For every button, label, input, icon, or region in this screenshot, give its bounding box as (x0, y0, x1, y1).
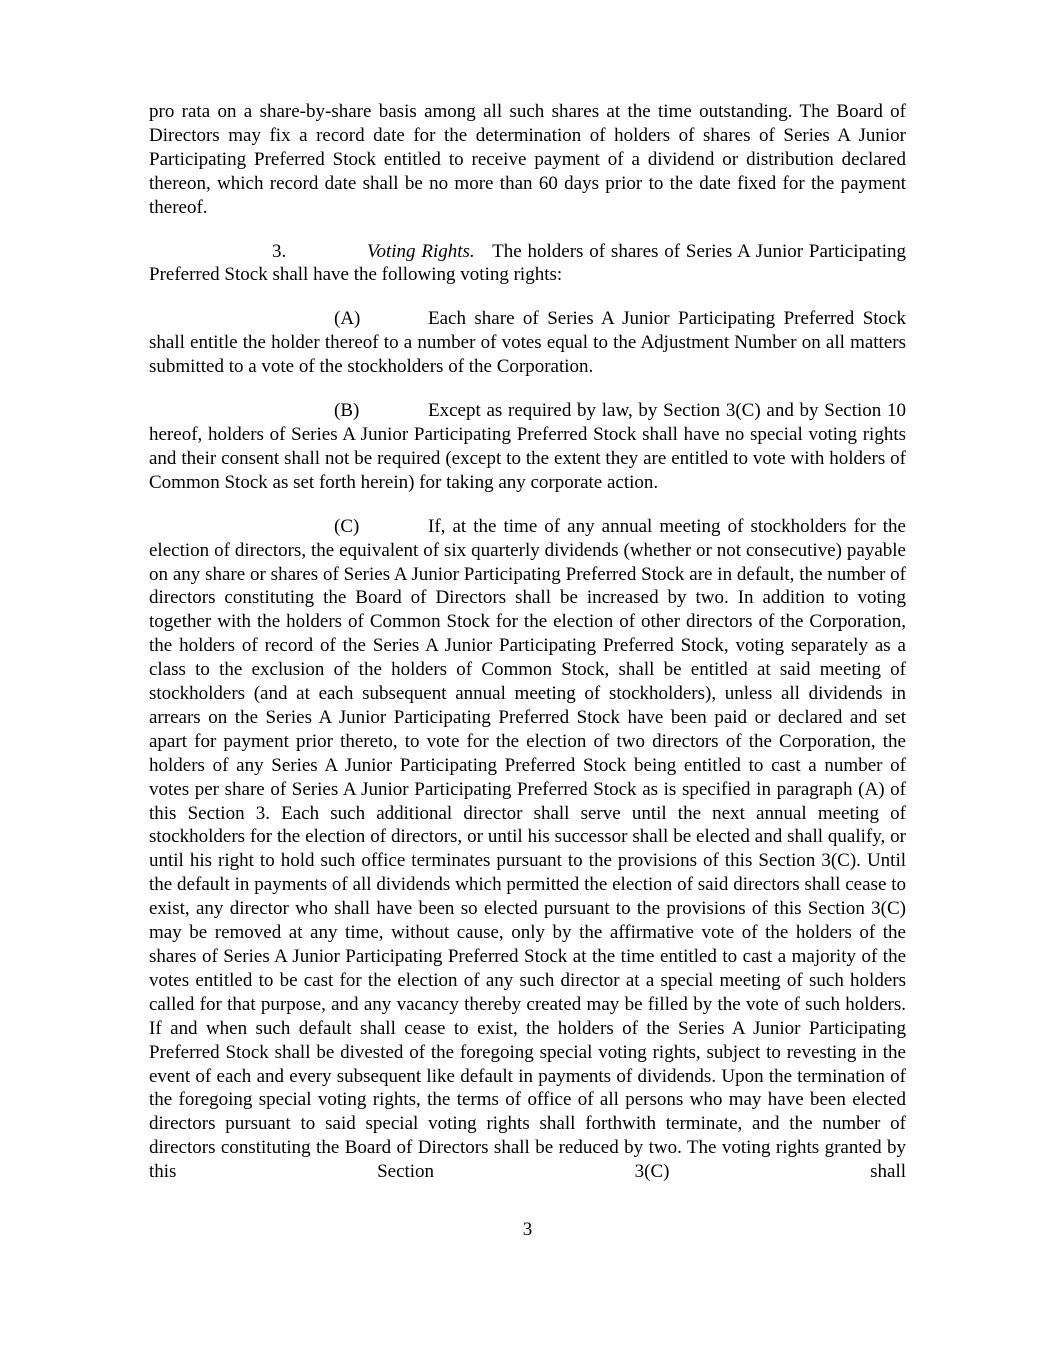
subsection-a-label: (A) (334, 308, 361, 330)
section-text: The holders of shares of Series A Junior Participating Preferred Stock shall have the following voting rights: (149, 240, 906, 286)
document-page (149, 100, 906, 1204)
subsection-c-label: (C) (334, 515, 360, 537)
subsection-b-text: Except as required by law, by Section 3(C) and by Section 10 hereof, holders of Series A Junior Participating Preferred Stock shall have no special voting rights and their consent shall not be required (except to the extent they are entitled to vote with holders of Common Stock as set forth herein) for taking any corporate action. (149, 400, 906, 493)
subsection-b-paragraph (149, 399, 906, 495)
subsection-c-paragraph (149, 515, 906, 1184)
section-title: Voting Rights. (367, 240, 475, 262)
section-3-paragraph (149, 240, 906, 288)
page-number: 3 (522, 1219, 533, 1240)
subsection-a-text: Each share of Series A Junior Participating Preferred Stock shall entitle the holder thereof to a number of votes equal to the Adjustment Number on all matters submitted to a vote of the stockholders of the Corporation. (149, 308, 906, 378)
intro-paragraph: pro rata on a share-by-share basis among all such shares at the time outstanding. The Board of Directors may fix a record date for the determination of holders of shares of Series A Junior Participating Preferred Stock entitled to receive payment of a dividend or distribution declared thereon, which record date shall be no more than 60 days prior to the date fixed for the payment thereof. (149, 101, 906, 218)
section-number: 3. (272, 240, 287, 262)
subsection-b-label: (B) (334, 400, 360, 422)
subsection-c-text: If, at the time of any annual meeting of stockholders for the election of directors, the equivalent of six quarterly dividends (whether or not consecutive) payable on any share or shares of Series A Junior Participating Preferred Stock are in default, the number of directors constituting the Board of Directors shall be increased by two. In addition to voting together with the holders of Common Stock for the election of other directors of the Corporation, the holders of record of the Series A Junior Participating Preferred Stock, voting separately as a class to the exclusion of the holders of Common Stock, shall be entitled at said meeting of stockholders (and at each subsequent annual meeting of stockholders), unless all dividends in arrears on the Series A Junior Participating Preferred Stock have been paid or declared and set apart for payment prior thereto, to vote for the election of two directors of the Corporation, the holders of any Series A Junior Participating Preferred Stock being entitled to cast a number of votes per share of Series A Junior Participating Preferred Stock as is specified in paragraph (A) of this Section 3. Each such additional director shall serve until the next annual meeting of stockholders for the election of directors, or until his successor shall be elected and shall qualify, or until his right to hold such office terminates pursuant to the provisions of this Section 3(C). Until the default in payments of all dividends which permitted the election of said directors shall cease to exist, any director who shall have been so elected pursuant to the provisions of this Section 3(C) may be removed at any time, without cause, only by the affirmative vote of the holders of the shares of Series A Junior Participating Preferred Stock at the time entitled to cast a majority of the votes entitled to be cast for the election of any such director at a special meeting of such holders called for that purpose, and any vacancy thereby created may be filled by the vote of such holders. If and when such default shall cease to exist, the holders of the Series A Junior Participating Preferred Stock shall be divested of the foregoing special voting rights, subject to revesting in the event of each and every subsequent like default in payments of dividends. Upon the termination of the foregoing special voting rights, the terms of office of all persons who may have been elected directors pursuant to said special voting rights shall forthwith terminate, and the number of directors constituting the Board of Directors shall be reduced by two. The voting rights granted by this Section 3(C) shall (149, 515, 906, 1183)
subsection-a-paragraph (149, 307, 906, 379)
